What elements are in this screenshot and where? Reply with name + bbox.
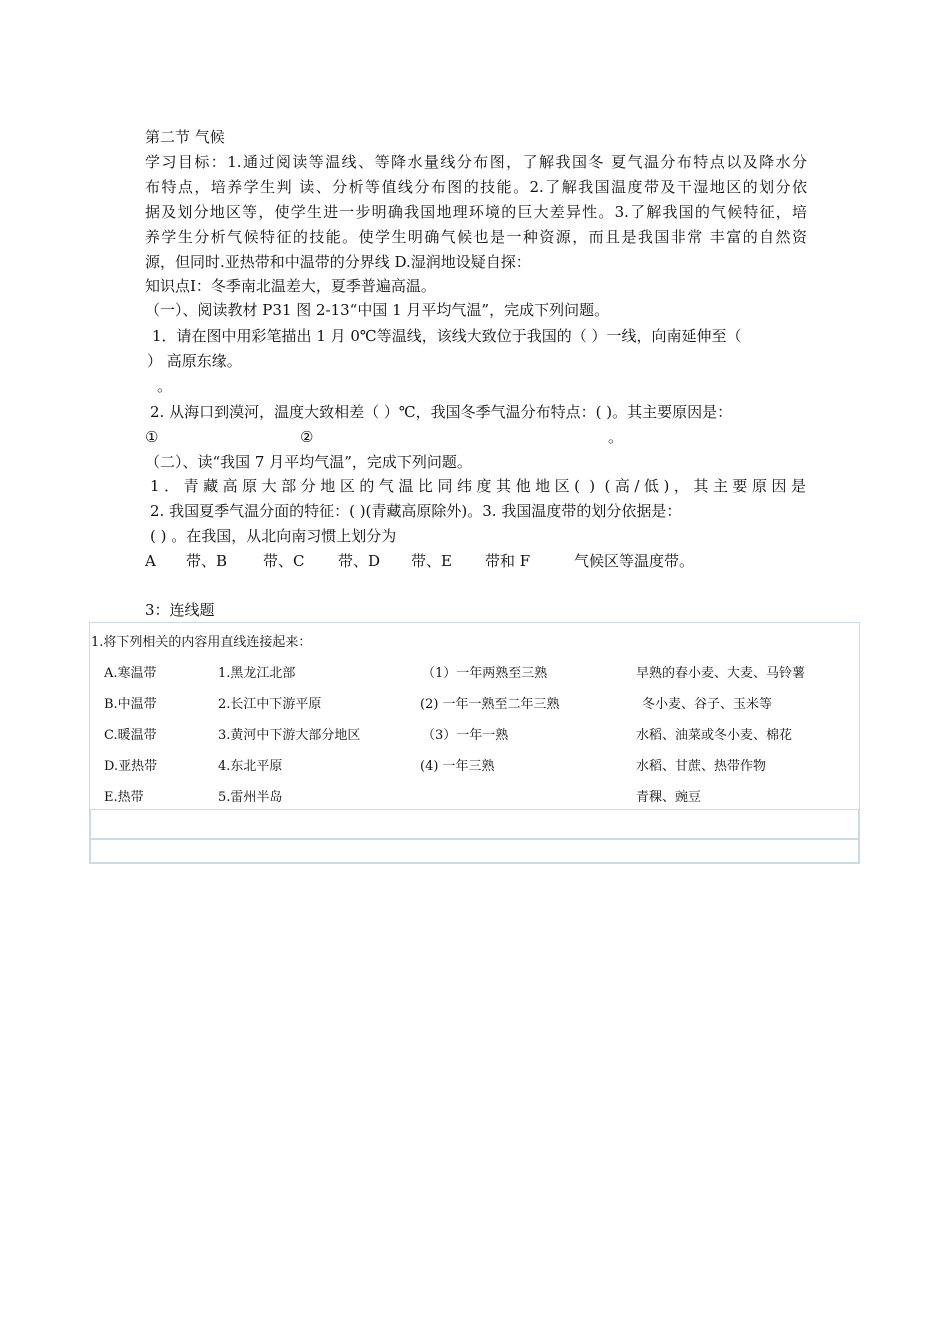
- matching-instruction: 1.将下列相关的内容用直线连接起来：: [91, 635, 312, 650]
- table-row: [90, 839, 859, 863]
- region-cell[interactable]: 5.雷州半岛: [218, 790, 283, 805]
- objectives-line-3: 据及划分地区等，使学生进一步明确我国地理环境的巨大差异性。3.了解我国的气候特征，培: [145, 203, 807, 221]
- question-5: ( ) 。在我国，从北向南习惯上划分为: [150, 527, 397, 545]
- crop-cell[interactable]: 水稻、油菜或冬小麦、棉花: [636, 728, 793, 743]
- question-3: 1．青藏高原大部分地区的气温比同纬度其他地区( ) (高/低)，其主要原因是: [150, 477, 806, 495]
- region-cell[interactable]: 1.黑龙江北部: [218, 666, 296, 681]
- knowledge-point-1: 知识点Ⅰ：冬季南北温差大，夏季普遍高温。: [145, 277, 436, 295]
- band-c: 带、C: [263, 552, 305, 570]
- question-2-circle-1: ①: [145, 428, 159, 446]
- section-3-heading: 3：连线题: [145, 601, 215, 619]
- section-title: 第二节 气候: [145, 128, 225, 146]
- zone-cell[interactable]: C.暖温带: [104, 728, 157, 743]
- crop-cell[interactable]: 早熟的春小麦、大麦、马铃薯: [636, 666, 806, 681]
- cropping-cell[interactable]: （1）一年两熟至三熟: [422, 666, 548, 681]
- zone-cell[interactable]: E.热带: [104, 790, 144, 805]
- question-4: 2. 我国夏季气温分面的特征：( )(青藏高原除外)。3. 我国温度带的划分依据是：: [150, 502, 682, 520]
- question-1-end-mark: 。: [157, 377, 173, 395]
- table-row: [90, 809, 859, 839]
- band-a: A: [145, 552, 156, 570]
- question-1-line-2: ） 高原东缘。: [147, 352, 242, 370]
- region-cell[interactable]: 3.黄河中下游大部分地区: [218, 728, 361, 743]
- zone-cell[interactable]: B.中温带: [104, 697, 157, 712]
- objectives-line-2: 布特点，培养学生判 读、分析等值线分布图的技能。2.了解我国温度带及干湿地区的划分依: [145, 178, 807, 196]
- question-2-circle-2: ②: [300, 428, 314, 446]
- band-end: 气候区等温度带。: [574, 552, 695, 570]
- part-two-heading: （二）、读“我国 7 月平均气温”，完成下列问题。: [145, 453, 472, 471]
- objectives-line-1: 学习目标：1.通过阅读等温线、等降水量线分布图，了解我国冬 夏气温分布特点以及降水分: [145, 153, 807, 171]
- question-2-line-1: 2. 从海口到漠河，温度大致相差（ ）℃，我国冬季气温分布特点：( )。其主要原因是：: [150, 403, 733, 421]
- question-1-line-1: 1．请在图中用彩笔描出 1 月 0℃等温线，该线大致位于我国的（ ）一线，向南延伸至（: [152, 327, 742, 345]
- question-2-end-mark: 。: [608, 428, 624, 446]
- matching-table: [89, 622, 860, 864]
- objectives-line-5: 源，但同时.亚热带和中温带的分界线 D.湿润地设疑自探：: [145, 253, 531, 271]
- crop-cell[interactable]: 青稞、豌豆: [636, 790, 702, 805]
- zone-cell[interactable]: D.亚热带: [104, 759, 158, 774]
- zone-cell[interactable]: A.寒温带: [104, 666, 157, 681]
- cropping-cell[interactable]: (2) 一年一熟至二年三熟: [420, 697, 560, 712]
- objectives-line-4: 养学生分析气候特征的技能。使学生明确气候也是一种资源，而且是我国非常 丰富的自然资: [145, 228, 807, 246]
- band-e: 带、E: [411, 552, 452, 570]
- band-f: 带和 F: [485, 552, 531, 570]
- part-one-heading: （一）、阅读教材 P31 图 2-13“中国 1 月平均气温”，完成下列问题。: [145, 301, 610, 319]
- region-cell[interactable]: 2.长江中下游平原: [218, 697, 322, 712]
- crop-cell[interactable]: 水稻、甘蔗、热带作物: [636, 759, 767, 774]
- band-b: 带、B: [186, 552, 228, 570]
- cropping-cell[interactable]: （3）一年一熟: [422, 728, 509, 743]
- region-cell[interactable]: 4.东北平原: [218, 759, 283, 774]
- cropping-cell[interactable]: (4) 一年三熟: [420, 759, 495, 774]
- crop-cell[interactable]: 冬小麦、谷子、玉米等: [642, 697, 773, 712]
- band-d: 带、D: [338, 552, 381, 570]
